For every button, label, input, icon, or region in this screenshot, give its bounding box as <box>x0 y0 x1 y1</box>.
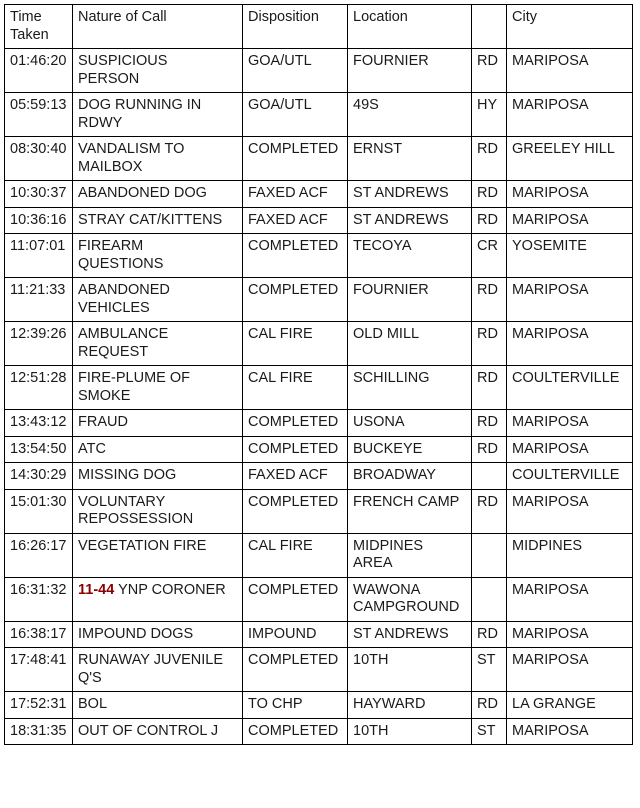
nature-of-call-cell: FIRE-PLUME OF SMOKE <box>73 366 243 410</box>
city-cell: MARIPOSA <box>507 718 633 745</box>
nature-of-call-cell: FRAUD <box>73 410 243 437</box>
location-cell: TECOYA <box>348 234 472 278</box>
location-cell: FRENCH CAMP <box>348 489 472 533</box>
nature-of-call-cell: ABANDONED DOG <box>73 181 243 208</box>
table-row <box>5 93 633 137</box>
table-row <box>5 463 633 490</box>
location-cell: BROADWAY <box>348 463 472 490</box>
disposition-cell: COMPLETED <box>243 410 348 437</box>
street-suffix-cell: RD <box>472 278 507 322</box>
city-cell: GREELEY HILL <box>507 137 633 181</box>
city-cell: MARIPOSA <box>507 489 633 533</box>
header-row <box>5 5 633 49</box>
city-cell: MARIPOSA <box>507 410 633 437</box>
table-row <box>5 49 633 93</box>
disposition-cell: FAXED ACF <box>243 207 348 234</box>
time-cell: 17:52:31 <box>5 692 73 719</box>
street-suffix-cell: ST <box>472 718 507 745</box>
time-cell: 16:31:32 <box>5 577 73 621</box>
nature-of-call-cell: AMBULANCE REQUEST <box>73 322 243 366</box>
street-suffix-cell <box>472 577 507 621</box>
disposition-cell: IMPOUND <box>243 621 348 648</box>
disposition-cell: COMPLETED <box>243 436 348 463</box>
table-row <box>5 692 633 719</box>
disposition-cell: COMPLETED <box>243 137 348 181</box>
nature-of-call-cell: ATC <box>73 436 243 463</box>
street-suffix-cell: RD <box>472 621 507 648</box>
location-cell: USONA <box>348 410 472 437</box>
street-suffix-cell: RD <box>472 692 507 719</box>
nature-of-call-cell: DOG RUNNING IN RDWY <box>73 93 243 137</box>
time-cell: 10:30:37 <box>5 181 73 208</box>
table-body <box>5 49 633 745</box>
nature-of-call-cell: STRAY CAT/KITTENS <box>73 207 243 234</box>
header-nature-of-call: Nature of Call <box>73 5 243 49</box>
location-cell: MIDPINES AREA <box>348 533 472 577</box>
time-cell: 01:46:20 <box>5 49 73 93</box>
city-cell: MARIPOSA <box>507 648 633 692</box>
disposition-cell: COMPLETED <box>243 718 348 745</box>
nature-of-call-cell: VEGETATION FIRE <box>73 533 243 577</box>
disposition-cell: CAL FIRE <box>243 533 348 577</box>
time-cell: 16:26:17 <box>5 533 73 577</box>
header-street-suffix <box>472 5 507 49</box>
table-row <box>5 366 633 410</box>
nature-of-call-cell: FIREARM QUESTIONS <box>73 234 243 278</box>
location-cell: FOURNIER <box>348 278 472 322</box>
table-row <box>5 181 633 208</box>
street-suffix-cell: RD <box>472 181 507 208</box>
location-cell: BUCKEYE <box>348 436 472 463</box>
street-suffix-cell: RD <box>472 410 507 437</box>
disposition-cell: COMPLETED <box>243 577 348 621</box>
nature-of-call-cell: RUNAWAY JUVENILE Q'S <box>73 648 243 692</box>
city-cell: MARIPOSA <box>507 621 633 648</box>
city-cell: YOSEMITE <box>507 234 633 278</box>
street-suffix-cell: RD <box>472 137 507 181</box>
nature-of-call-cell: IMPOUND DOGS <box>73 621 243 648</box>
city-cell: MARIPOSA <box>507 577 633 621</box>
street-suffix-cell: RD <box>472 322 507 366</box>
nature-of-call-cell: VOLUNTARY REPOSSESSION <box>73 489 243 533</box>
disposition-cell: TO CHP <box>243 692 348 719</box>
city-cell: MARIPOSA <box>507 207 633 234</box>
nature-of-call-cell: MISSING DOG <box>73 463 243 490</box>
time-cell: 13:43:12 <box>5 410 73 437</box>
city-cell: MARIPOSA <box>507 49 633 93</box>
time-cell: 17:48:41 <box>5 648 73 692</box>
disposition-cell: COMPLETED <box>243 489 348 533</box>
time-cell: 14:30:29 <box>5 463 73 490</box>
table-row <box>5 577 633 621</box>
header-time-taken: Time Taken <box>5 5 73 49</box>
header-disposition: Disposition <box>243 5 348 49</box>
time-cell: 05:59:13 <box>5 93 73 137</box>
disposition-cell: GOA/UTL <box>243 93 348 137</box>
location-cell: SCHILLING <box>348 366 472 410</box>
table-row <box>5 278 633 322</box>
time-cell: 10:36:16 <box>5 207 73 234</box>
city-cell: MARIPOSA <box>507 436 633 463</box>
table-row <box>5 436 633 463</box>
disposition-cell: CAL FIRE <box>243 366 348 410</box>
street-suffix-cell <box>472 533 507 577</box>
street-suffix-cell: RD <box>472 207 507 234</box>
header-city: City <box>507 5 633 49</box>
nature-of-call-cell: VANDALISM TO MAILBOX <box>73 137 243 181</box>
city-cell: MARIPOSA <box>507 93 633 137</box>
time-cell: 11:07:01 <box>5 234 73 278</box>
city-cell: COULTERVILLE <box>507 366 633 410</box>
location-cell: 49S <box>348 93 472 137</box>
location-cell: HAYWARD <box>348 692 472 719</box>
table-row <box>5 718 633 745</box>
table-row <box>5 137 633 181</box>
call-log-table <box>4 4 633 745</box>
street-suffix-cell: RD <box>472 366 507 410</box>
city-cell: COULTERVILLE <box>507 463 633 490</box>
nature-of-call-cell: SUSPICIOUS PERSON <box>73 49 243 93</box>
time-cell: 12:51:28 <box>5 366 73 410</box>
location-cell: WAWONA CAMPGROUND <box>348 577 472 621</box>
nature-of-call-cell: OUT OF CONTROL J <box>73 718 243 745</box>
time-cell: 08:30:40 <box>5 137 73 181</box>
location-cell: OLD MILL <box>348 322 472 366</box>
city-cell: LA GRANGE <box>507 692 633 719</box>
time-cell: 16:38:17 <box>5 621 73 648</box>
time-cell: 13:54:50 <box>5 436 73 463</box>
location-cell: 10TH <box>348 718 472 745</box>
street-suffix-cell: RD <box>472 49 507 93</box>
table-row <box>5 648 633 692</box>
header-location: Location <box>348 5 472 49</box>
disposition-cell: FAXED ACF <box>243 181 348 208</box>
time-cell: 11:21:33 <box>5 278 73 322</box>
nature-of-call-cell: ABANDONED VEHICLES <box>73 278 243 322</box>
street-suffix-cell: CR <box>472 234 507 278</box>
location-cell: FOURNIER <box>348 49 472 93</box>
street-suffix-cell: HY <box>472 93 507 137</box>
location-cell: 10TH <box>348 648 472 692</box>
disposition-cell: GOA/UTL <box>243 49 348 93</box>
table-row <box>5 621 633 648</box>
nature-of-call-cell: BOL <box>73 692 243 719</box>
city-cell: MARIPOSA <box>507 322 633 366</box>
nature-of-call-cell <box>73 577 243 621</box>
table-row <box>5 489 633 533</box>
disposition-cell: COMPLETED <box>243 648 348 692</box>
table-row <box>5 533 633 577</box>
table-row <box>5 234 633 278</box>
time-cell: 15:01:30 <box>5 489 73 533</box>
location-cell: ERNST <box>348 137 472 181</box>
location-cell: ST ANDREWS <box>348 207 472 234</box>
call-log-document <box>4 4 633 745</box>
disposition-cell: CAL FIRE <box>243 322 348 366</box>
location-cell: ST ANDREWS <box>348 621 472 648</box>
disposition-cell: COMPLETED <box>243 278 348 322</box>
call-description: YNP CORONER <box>114 581 226 598</box>
table-row <box>5 322 633 366</box>
city-cell: MARIPOSA <box>507 278 633 322</box>
disposition-cell: COMPLETED <box>243 234 348 278</box>
street-suffix-cell: RD <box>472 436 507 463</box>
table-row <box>5 207 633 234</box>
disposition-cell: FAXED ACF <box>243 463 348 490</box>
city-cell: MIDPINES <box>507 533 633 577</box>
street-suffix-cell <box>472 463 507 490</box>
street-suffix-cell: RD <box>472 489 507 533</box>
time-cell: 18:31:35 <box>5 718 73 745</box>
location-cell: ST ANDREWS <box>348 181 472 208</box>
city-cell: MARIPOSA <box>507 181 633 208</box>
time-cell: 12:39:26 <box>5 322 73 366</box>
table-row <box>5 410 633 437</box>
street-suffix-cell: ST <box>472 648 507 692</box>
call-code: 11-44 <box>78 581 115 598</box>
